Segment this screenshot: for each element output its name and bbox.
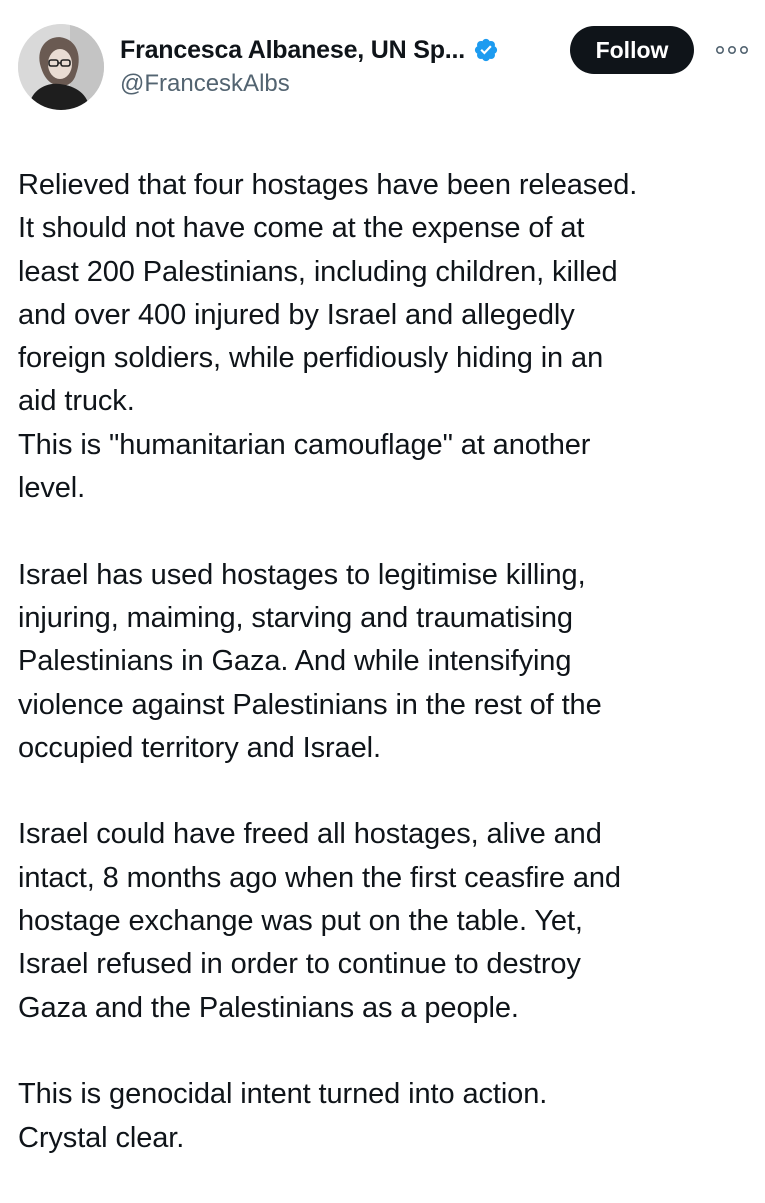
avatar-photo-icon <box>18 24 104 110</box>
follow-button[interactable]: Follow <box>570 26 694 74</box>
tweet-line: injuring, maiming, starving and traumatising <box>18 601 573 634</box>
tweet-line: hostage exchange was put on the table. Yet, <box>18 905 583 938</box>
tweet-line: Gaza and the Palestinians as a people. <box>18 991 519 1024</box>
tweet-line: This is "humanitarian camouflage" at another <box>18 428 591 461</box>
verified-badge-icon <box>473 37 499 63</box>
tweet-line: aid truck. <box>18 385 135 418</box>
tweet-paragraph <box>18 554 748 770</box>
tweet-line: and over 400 injured by Israel and allegedly <box>18 298 575 331</box>
tweet-line: level. <box>18 472 86 505</box>
tweet-line: Israel could have freed all hostages, alive and <box>18 818 602 851</box>
tweet-line: Crystal clear. <box>18 1121 185 1154</box>
tweet-line: This is genocidal intent turned into action. <box>18 1078 548 1111</box>
tweet-line: foreign soldiers, while perfidiously hiding in an <box>18 342 604 375</box>
tweet-header <box>0 0 765 130</box>
name-row <box>120 30 499 70</box>
tweet-line: intact, 8 months ago when the first ceasfire and <box>18 861 621 894</box>
tweet-line: Israel refused in order to continue to destroy <box>18 948 581 981</box>
tweet-line: It should not have come at the expense of at <box>18 212 585 245</box>
tweet-line: least 200 Palestinians, including children, killed <box>18 255 618 288</box>
tweet-paragraph <box>18 1073 748 1160</box>
tweet-paragraph <box>18 164 748 510</box>
tweet-line: violence against Palestinians in the rest of the <box>18 688 602 721</box>
tweet-line: Relieved that four hostages have been released. <box>18 169 638 201</box>
avatar[interactable] <box>18 24 104 110</box>
tweet-line: occupied territory and Israel. <box>18 731 381 764</box>
tweet-line: Palestinians in Gaza. And while intensifying <box>18 645 572 678</box>
more-dots-icon <box>712 45 752 55</box>
tweet-text <box>18 164 748 1203</box>
more-options-button[interactable] <box>712 38 752 62</box>
author-handle[interactable]: @FranceskAlbs <box>120 70 290 97</box>
author-display-name[interactable]: Francesca Albanese, UN Sp... <box>120 35 465 64</box>
tweet-paragraph <box>18 813 748 1029</box>
tweet-line: Israel has used hostages to legitimise killing, <box>18 558 586 591</box>
